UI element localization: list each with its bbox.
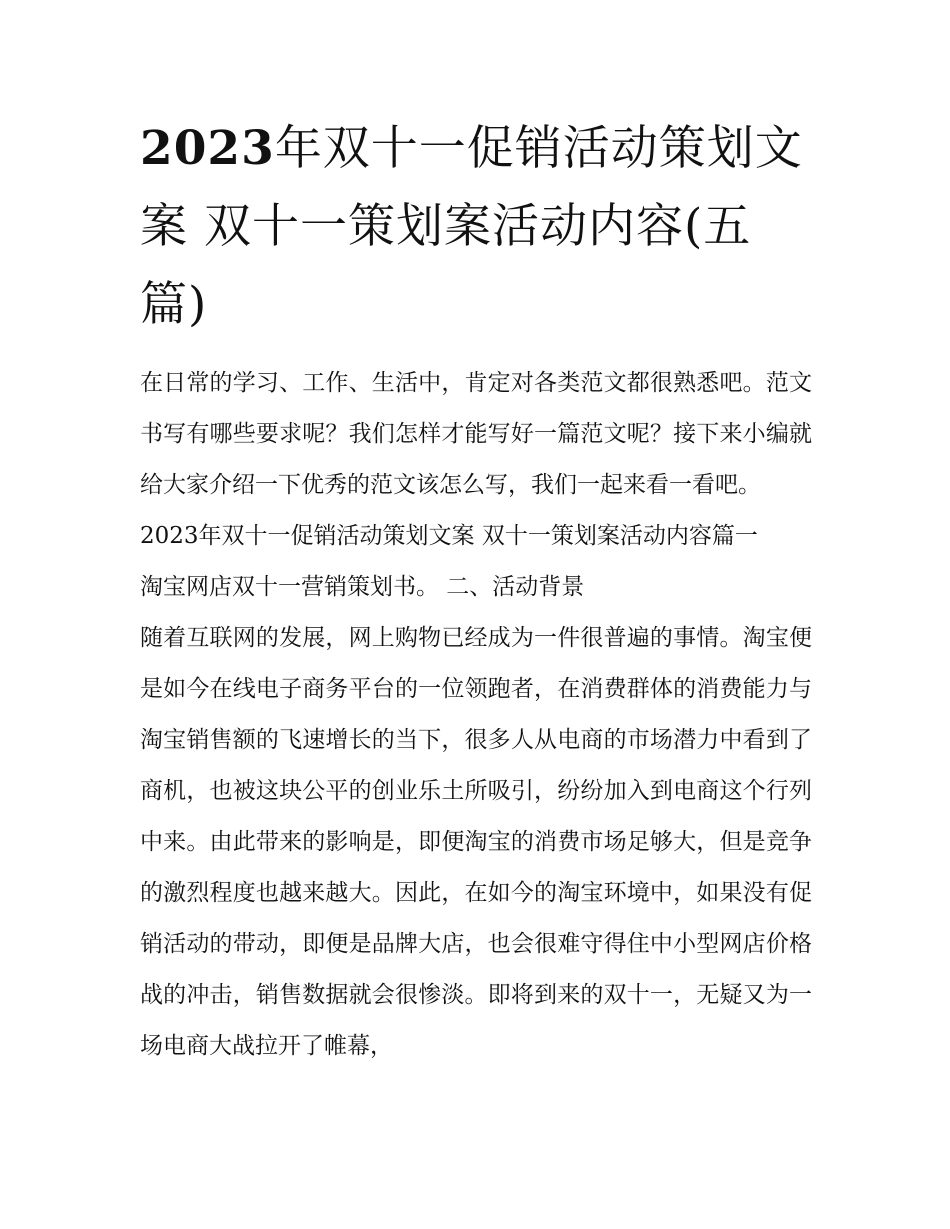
- subheading-paragraph: 淘宝网店双十一营销策划书。 二、活动背景: [140, 574, 585, 600]
- background-paragraph: 随着互联网的发展，网上购物已经成为一件很普遍的事情。淘宝便是如今在线电子商务平台的一位领跑者，在消费群体的消费能力与淘宝销售额的飞速增长的当下，很多人从电商的市场潜力中看到了商机，也被这块公平的创业乐土所吸引，纷纷加入到电商这个行列中来。由此带来的影响是，即便淘宝的消费市场足够大，但是竞争的激烈程度也越来越大。因此，在如今的淘宝环境中，如果没有促销活动的带动，即便是品牌大店，也会很难守得住中小型网店价格战的冲击，销售数据就会很惨淡。即将到来的双十一，无疑又为一场电商大战拉开了帷幕，: [140, 625, 812, 1059]
- document-title: [140, 110, 812, 344]
- intro-paragraph: 在日常的学习、工作、生活中，肯定对各类范文都很熟悉吧。范文书写有哪些要求呢？我们怎样才能写好一篇范文呢？接下来小编就给大家介绍一下优秀的范文该怎么写，我们一起来看一看吧。: [140, 370, 812, 498]
- title-year: 2023: [140, 121, 275, 176]
- title-text: 年双十一促销活动策划文案 双十一策划案活动内容(五篇): [140, 121, 803, 332]
- document-body: [140, 358, 812, 1072]
- document-content: [140, 110, 812, 1072]
- section-heading: 2023年双十一促销活动策划文案 双十一策划案活动内容篇一: [140, 523, 758, 549]
